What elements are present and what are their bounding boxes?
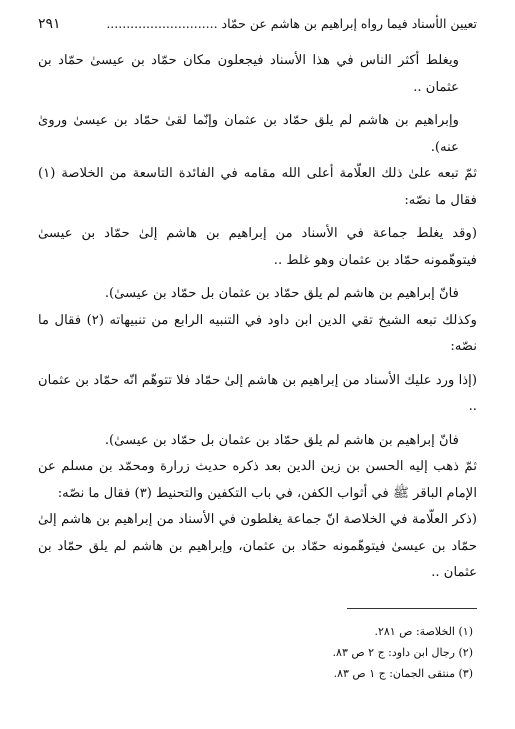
paragraph: (إذا ورد عليك الأسناد من إبراهيم بن هاشم إلىٰ حمّاد فلا تتوهّم انّه حمّاد بن عثمان ..: [38, 372, 477, 414]
paragraph: (وقد يغلط جماعة في الأسناد من إبراهيم بن هاشم إلىٰ حمّاد بن عيسىٰ فيتوهّمونه حمّاد بن عثمان وهو غلط ..: [38, 226, 477, 268]
footnote: (٢) رجال ابن داود: ج ٢ ص ٨٣.: [332, 646, 473, 659]
page-number: ٢٩١: [38, 16, 61, 32]
paragraph: ثمّ تبعه علىٰ ذلك العلّامة أعلى الله مقامه في الفائدة التاسعة من الخلاصة (١) فقال ما نصّه:: [38, 166, 477, 208]
footnote: (٣) منتقى الجمان: ج ١ ص ٨٣.: [333, 667, 473, 680]
footnote: (١) الخلاصة: ص ٢٨١.: [374, 625, 473, 638]
footnotes: [38, 621, 473, 684]
running-header: [38, 16, 477, 36]
paragraph: (ذكر العلّامة في الخلاصة انّ جماعة يغلطون في الأسناد من إبراهيم بن هاشم إلىٰ حمّاد بن عيسىٰ فيتوهّمونه حمّاد بن عثمان، وإبراهيم بن هاشم لم يلق حمّاد بن عثمان ..: [38, 512, 477, 580]
paragraph: ويغلط أكثر الناس في هذا الأسناد فيجعلون مكان حمّاد بن عيسىٰ حمّاد بن عثمان ..: [38, 53, 459, 95]
paragraph: ثمّ ذهب إليه الحسن بن زين الدين بعد ذكره حديث زرارة ومحمّد بن مسلم عن الإمام الباقر ﷺ في أثواب الكفن، في باب التكفين والتحنيط (٣) فقال ما نصّه:: [38, 459, 477, 501]
paragraph: وكذلك تبعه الشيخ تقي الدين ابن داود في التنبيه الرابع من تنبيهاته (٢) فقال ما نصّه:: [38, 312, 477, 354]
paragraph: فانّ إبراهيم بن هاشم لم يلق حمّاد بن عثمان بل حمّاد بن عيسىٰ).: [104, 286, 459, 301]
paragraph: فانّ إبراهيم بن هاشم لم يلق حمّاد بن عثمان بل حمّاد بن عيسىٰ).: [104, 432, 459, 448]
main-text: [38, 48, 477, 587]
header-title: تعيين الأسناد فيما رواه إبراهيم بن هاشم عن حمّاد ............................: [106, 16, 477, 31]
paragraph: وإبراهيم بن هاشم لم يلق حمّاد بن عثمان وإنّما لقىٰ حمّاد بن عيسىٰ وروىٰ عنه).: [38, 113, 459, 155]
footnote-divider: [347, 608, 477, 609]
